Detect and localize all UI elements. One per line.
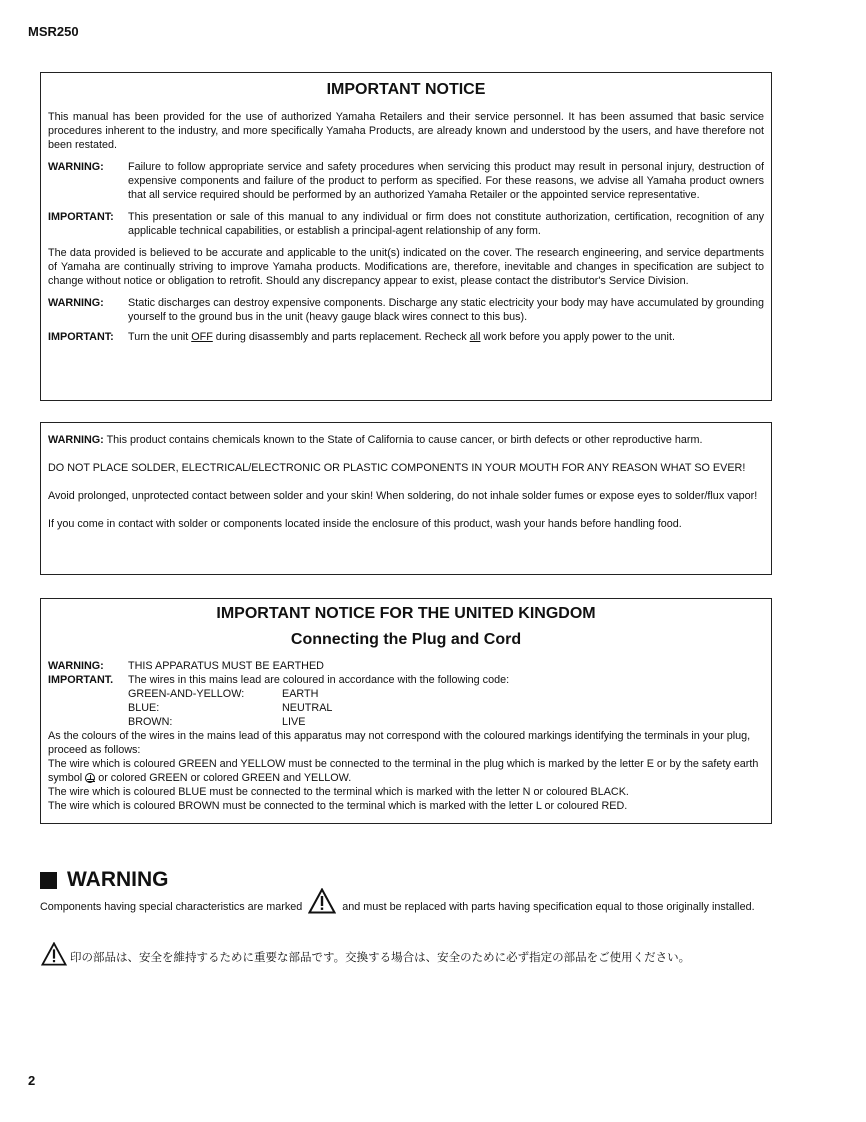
important-text: This presentation or sale of this manual to any individual or firm does not constitute authorization, certification, recognition of any applicable technical capabilities, or establish a principal-agent relationship of any form. bbox=[128, 211, 764, 237]
important-label: IMPORTANT: bbox=[48, 331, 114, 343]
warning-text: Failure to follow appropriate service and safety procedures when servicing this product may result in personal injury, destruction of expensive components and failure of the product to perform as specified. For these reasons, we advise all Yamaha product owners that all service required should be performed by an authorized Yamaha Retailer or the appointed service representative. bbox=[128, 161, 764, 201]
wire-meaning: EARTH bbox=[282, 688, 319, 700]
wire-code-row bbox=[128, 687, 764, 701]
earth-symbol-icon bbox=[85, 773, 95, 783]
california-warning-box bbox=[40, 422, 772, 575]
warning-label: WARNING: bbox=[48, 660, 104, 672]
uk-important bbox=[48, 673, 764, 687]
important-notice-box bbox=[40, 72, 772, 401]
notice-intro: This manual has been provided for the use of authorized Yamaha Retailers and their service personnel. It has been assumed that basic service procedures inherent to the industry, and more specifically Yamaha Products, are already known and understood by the users, and have therefore not been restated. bbox=[48, 111, 764, 151]
wire-color: BROWN: bbox=[128, 716, 173, 728]
solder-caps-warning: DO NOT PLACE SOLDER, ELECTRICAL/ELECTRONIC OR PLASTIC COMPONENTS IN YOUR MOUTH FOR ANY REASON WHAT SO EVER! bbox=[48, 462, 746, 474]
warning-text: THIS APPARATUS MUST BE EARTHED bbox=[128, 660, 324, 672]
uk-para-colours: As the colours of the wires in the mains lead of this apparatus may not correspond with the coloured markings identifying the terminals in your plug, proceed as follows: bbox=[48, 730, 751, 756]
black-square-icon bbox=[40, 872, 57, 889]
warning-label: WARNING: bbox=[48, 297, 104, 309]
japanese-warning-line bbox=[40, 942, 774, 971]
caution-triangle-icon bbox=[40, 942, 68, 971]
all-underlined: all bbox=[469, 331, 481, 343]
important-label: IMPORTANT: bbox=[48, 211, 114, 223]
warning-components-text: Components having special characteristics are marked and must be replaced with parts having specification equal to those originally installed. bbox=[40, 888, 774, 918]
notice-title: IMPORTANT NOTICE bbox=[326, 81, 486, 98]
notice-warning-1 bbox=[48, 160, 764, 202]
solder-avoid-text: Avoid prolonged, unprotected contact between solder and your skin! When soldering, do not inhale solder fumes or expose eyes to solder/flux vapor! bbox=[48, 490, 758, 502]
off-underlined: OFF bbox=[191, 331, 213, 343]
uk-warning bbox=[48, 659, 764, 673]
warning-label: WARNING: bbox=[48, 161, 104, 173]
wire-meaning: LIVE bbox=[282, 716, 306, 728]
notice-warning-2 bbox=[48, 296, 764, 324]
uk-subtitle: Connecting the Plug and Cord bbox=[290, 631, 522, 648]
solder-contact-text: If you come in contact with solder or components located inside the enclosure of this product, wash your hands before handling food. bbox=[48, 518, 682, 530]
warning-text: Static discharges can destroy expensive components. Discharge any static electricity your body may have accumulated by grounding yourself to the ground bus in the unit (heavy gauge black wires connect to this bus). bbox=[128, 297, 764, 323]
notice-important-1 bbox=[48, 210, 764, 238]
important-label: IMPORTANT. bbox=[48, 674, 114, 686]
wire-meaning: NEUTRAL bbox=[282, 702, 333, 714]
wire-color: GREEN-AND-YELLOW: bbox=[128, 688, 245, 700]
wire-code-row bbox=[128, 715, 764, 729]
california-warning: WARNING: This product contains chemicals known to the State of California to cause cancer, or birth defects or other reproductive harm. bbox=[48, 434, 703, 446]
wire-color-code-table bbox=[128, 687, 764, 729]
uk-para-green-yellow: The wire which is coloured GREEN and YELLOW must be connected to the terminal in the plug which is marked by the letter E or by the safety earth symbol or colored GREEN or colored GREEN and YELLOW. bbox=[48, 758, 759, 784]
warning-heading-text: WARNING bbox=[67, 868, 169, 891]
warning-label: WARNING: bbox=[48, 434, 104, 446]
wire-color: BLUE: bbox=[128, 702, 160, 714]
wire-code-row bbox=[128, 701, 764, 715]
notice-important-2 bbox=[48, 330, 764, 344]
caution-triangle-icon bbox=[308, 888, 336, 918]
uk-para-blue: The wire which is coloured BLUE must be connected to the terminal which is marked with the letter N or coloured BLACK. bbox=[48, 786, 629, 798]
important-text: The wires in this mains lead are coloured in accordance with the following code: bbox=[128, 674, 510, 686]
page-number: 2 bbox=[28, 1073, 36, 1088]
important-text: Turn the unit OFF during disassembly and parts replacement. Recheck all work before you apply power to the unit. bbox=[128, 331, 675, 343]
japanese-warning-text: 印の部品は、安全を維持するために重要な部品です。交換する場合は、安全のために必ず指定の部品をご使用ください。 bbox=[70, 949, 691, 964]
notice-data-paragraph: The data provided is believed to be accurate and applicable to the unit(s) indicated on the cover. The research engineering, and service departments of Yamaha are continually striving to improve Yamaha products. Modifications are, therefore, inevitable and changes in specification are subject to change without notice or obligation to retrofit. Should any discrepancy appear to exist, please contact the distributor's Service Division. bbox=[48, 247, 764, 287]
uk-para-brown: The wire which is coloured BROWN must be connected to the terminal which is marked with the letter L or coloured RED. bbox=[48, 800, 628, 812]
uk-title: IMPORTANT NOTICE FOR THE UNITED KINGDOM bbox=[216, 605, 596, 622]
uk-notice-box bbox=[40, 598, 772, 824]
model-header: MSR250 bbox=[28, 24, 79, 39]
